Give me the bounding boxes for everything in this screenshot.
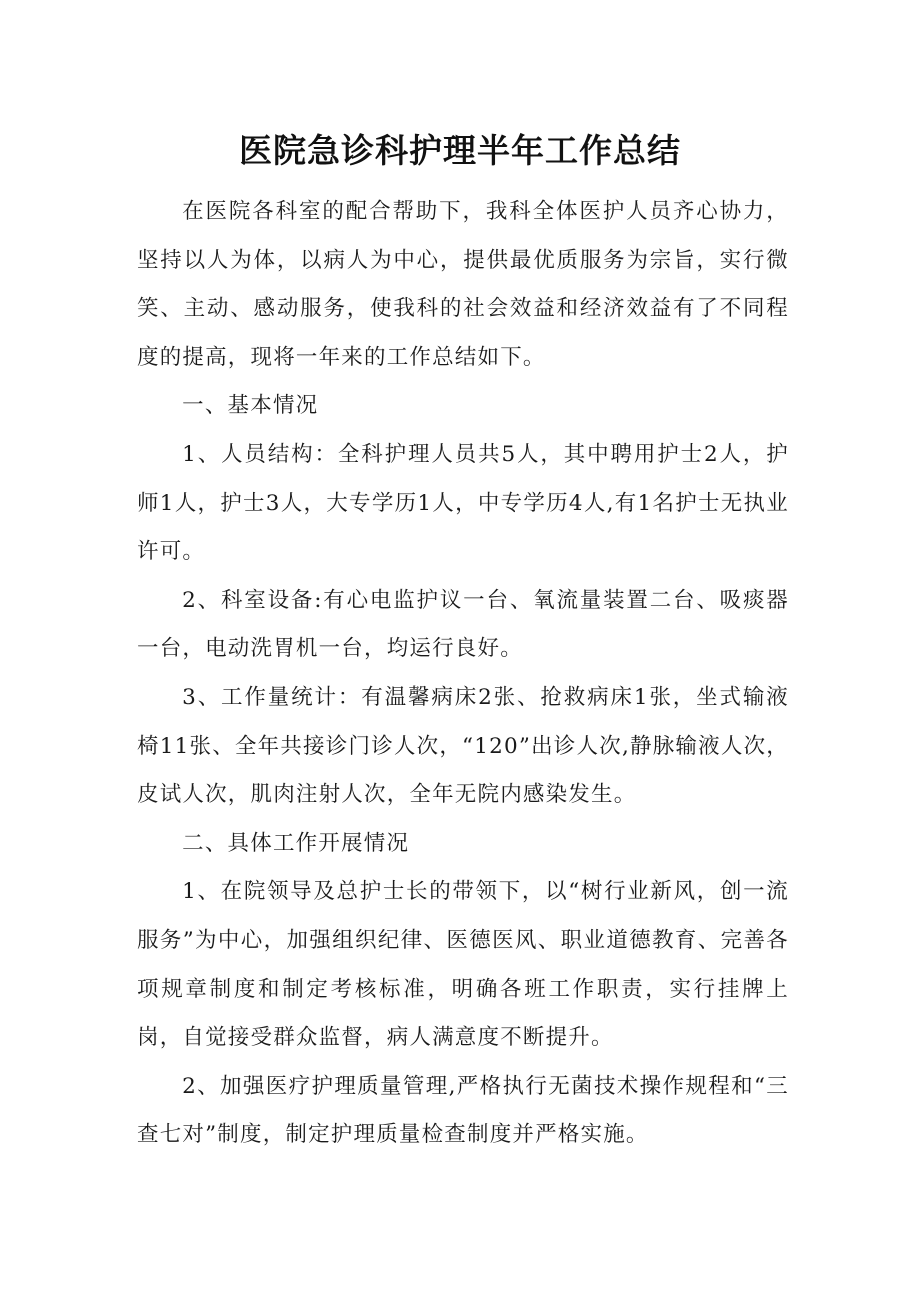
section-heading-work-details: 二、具体工作开展情况	[182, 830, 410, 856]
document-title: 医院急诊科护理半年工作总结	[239, 131, 681, 170]
paragraph-leadership: 1、在院领导及总护士长的带领下，以“树行业新风，创一流服务”为中心，加强组织纪律、医德医风、职业道德教育、完善各项规章制度和制定考核标准，明确各班工作职责，实行挂牌上岗，自觉接受群众监督，病人满意度不断提升。	[137, 879, 789, 1051]
paragraph-quality-management: 2、加强医疗护理质量管理,严格执行无菌技术操作规程和“三查七对”制度，制定护理质量检查制度并严格实施。	[137, 1073, 789, 1148]
paragraph-equipment: 2、科室设备:有心电监护议一台、氧流量装置二台、吸痰器一台，电动洗胃机一台，均运行良好。	[137, 587, 789, 662]
section-heading-basic-situation: 一、基本情况	[182, 393, 319, 419]
paragraph-intro: 在医院各科室的配合帮助下，我科全体医护人员齐心协力，坚持以人为体，以病人为中心，提供最优质服务为宗旨，实行微笑、主动、感动服务，使我科的社会效益和经济效益有了不同程度的提高，现将一年来的工作总结如下。	[137, 199, 789, 370]
document-body	[137, 188, 789, 1160]
paragraph-staff-structure: 1、人员结构：全科护理人员共5人，其中聘用护士2人，护师1人，护士3人，大专学历1人，中专学历4人,有1名护士无执业许可。	[137, 441, 789, 565]
paragraph-workload: 3、工作量统计：有温馨病床2张、抢救病床1张，坐式输液椅11张、全年共接诊门诊人次，“120”出诊人次,静脉输液人次，皮试人次，肌肉注射人次，全年无院内感染发生。	[137, 684, 789, 808]
